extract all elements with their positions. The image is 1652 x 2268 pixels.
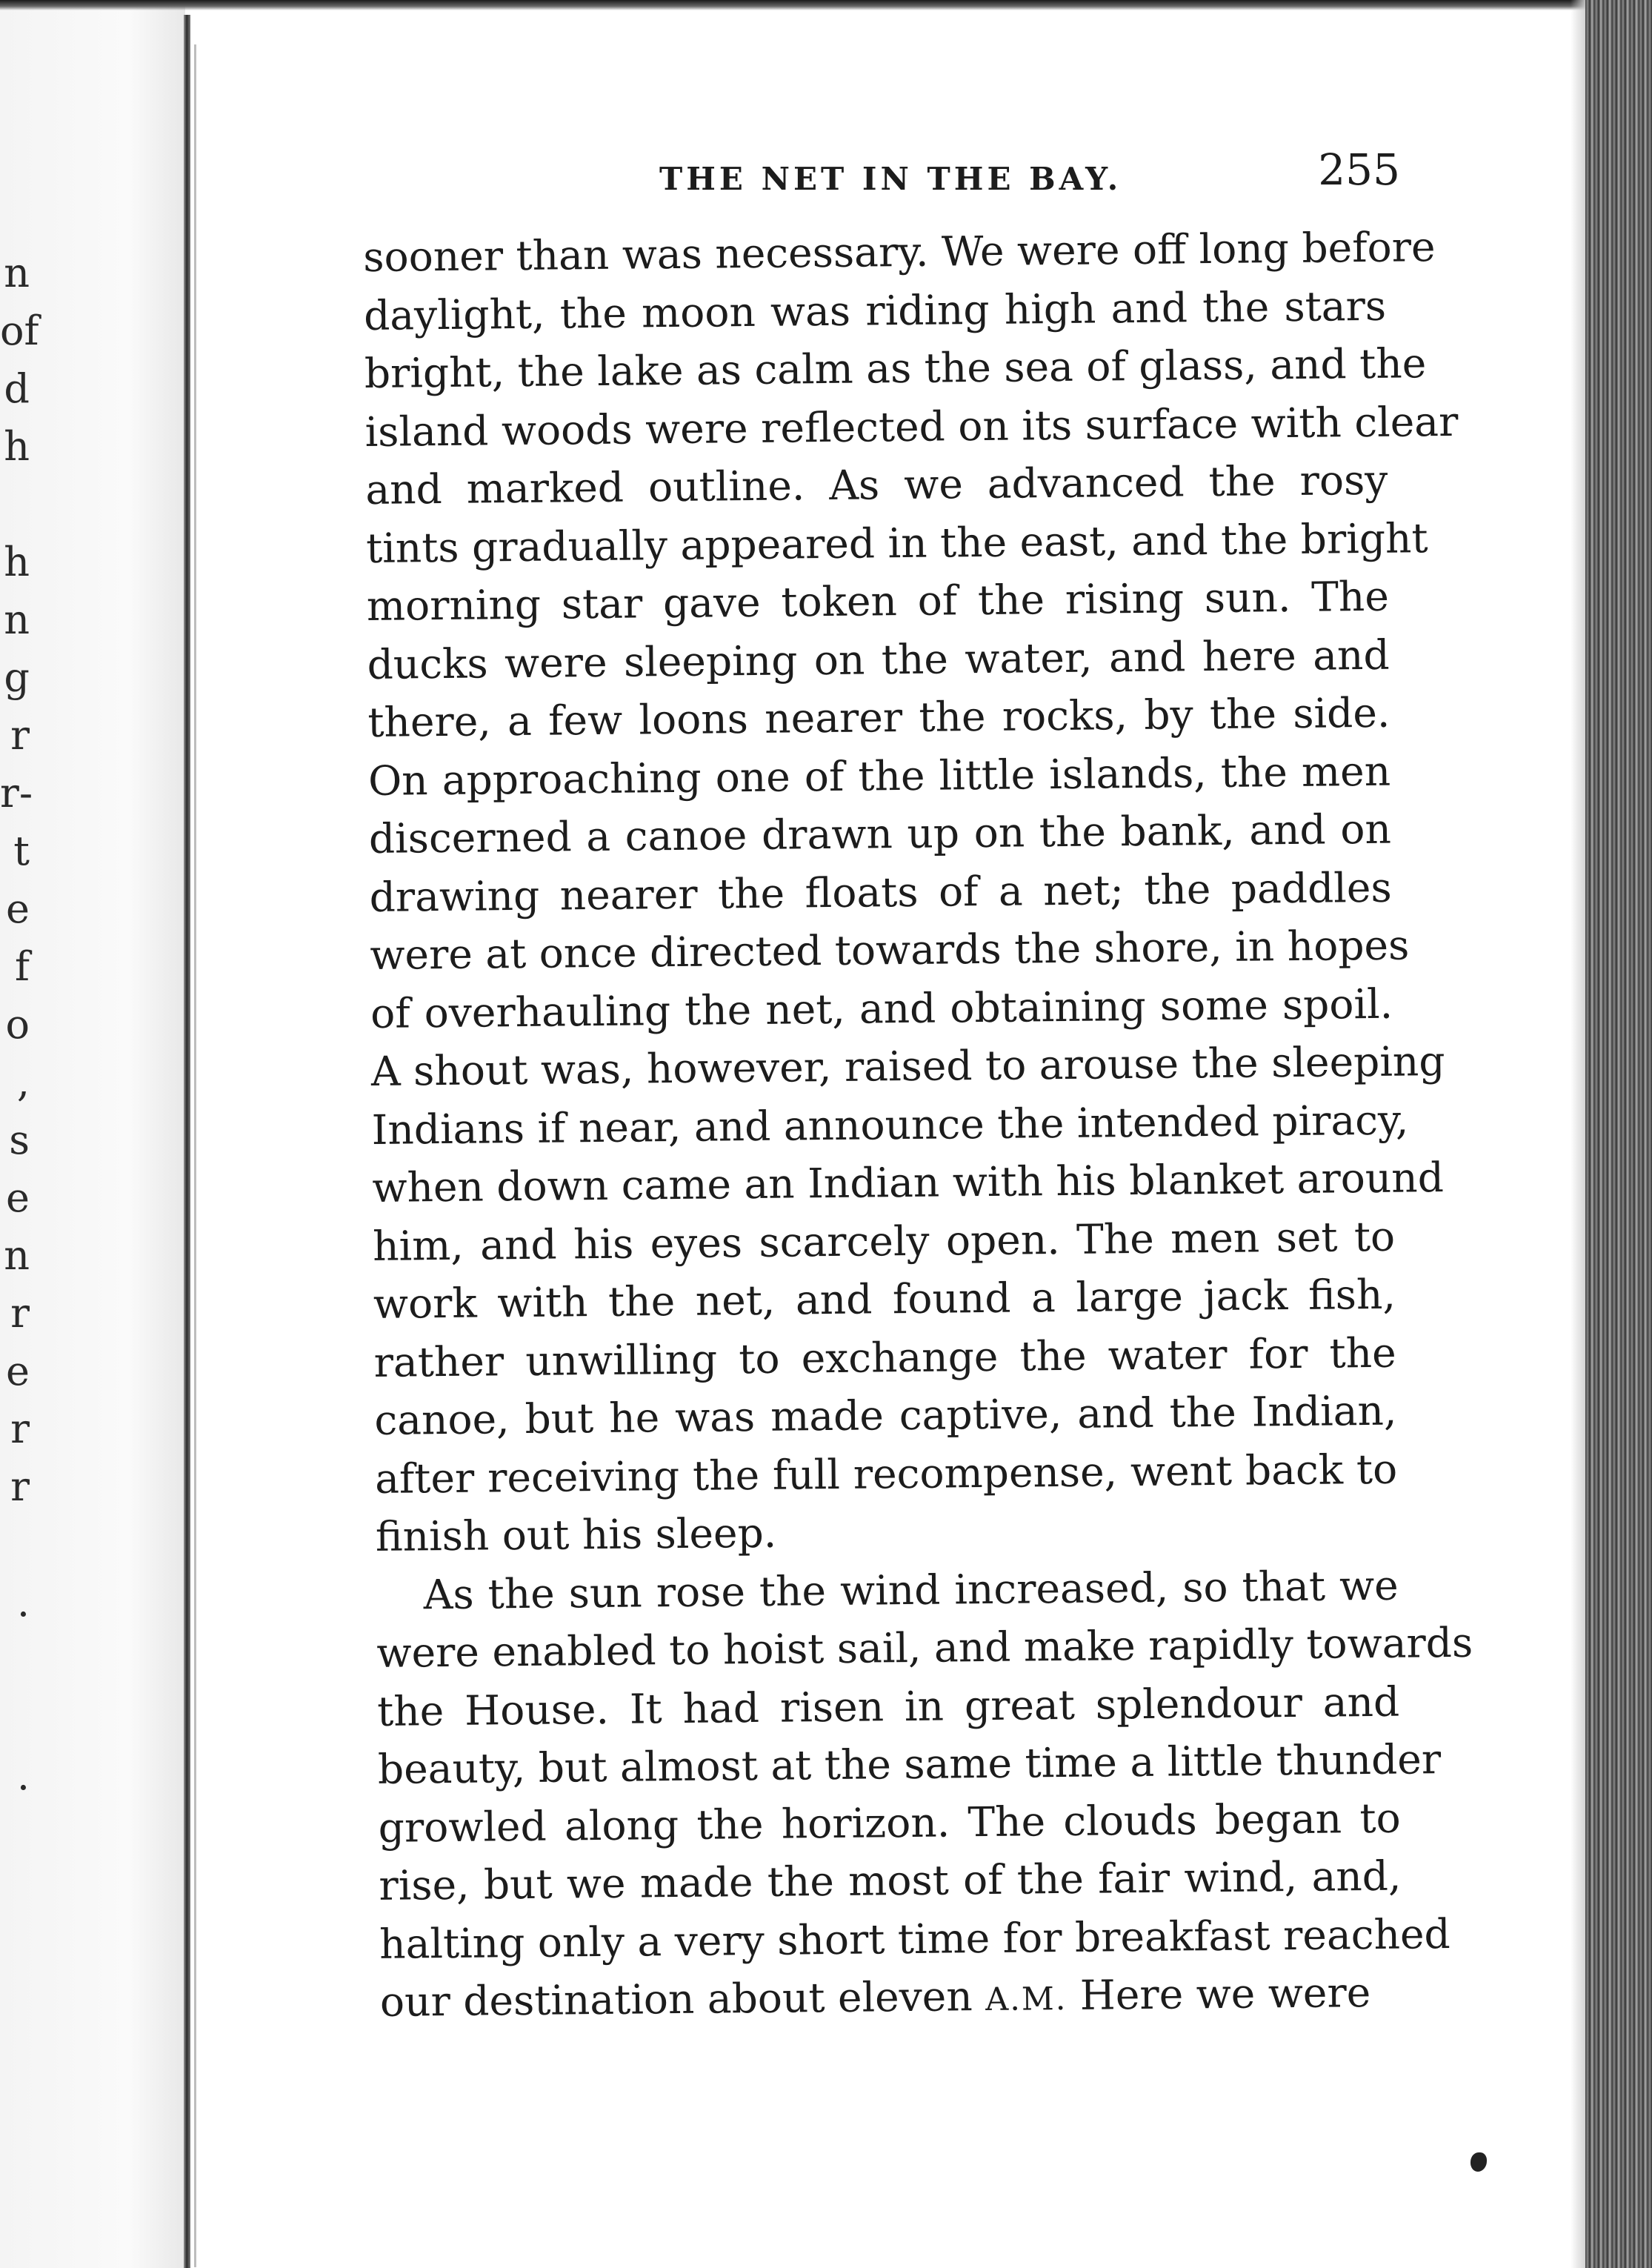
text-line: our destination about eleven A.M. Here we were bbox=[379, 1969, 1371, 2026]
margin-fragment: o bbox=[5, 1001, 30, 1048]
margin-fragment: d bbox=[4, 365, 30, 412]
page-edge-shadow bbox=[1571, 0, 1587, 2268]
margin-fragment: f bbox=[15, 943, 30, 990]
text-line: work with the net, and found a large jack fish, bbox=[373, 1270, 1396, 1328]
page-number: 255 bbox=[1318, 144, 1400, 195]
text-line: rise, but we made the most of the fair wind, and, bbox=[379, 1852, 1402, 1909]
text-line: sooner than was necessary. We were off long before bbox=[363, 223, 1436, 281]
margin-fragment: . bbox=[16, 1579, 30, 1626]
paragraph-1 bbox=[363, 219, 1459, 1566]
text-line: and marked outline. As we advanced the rosy bbox=[365, 456, 1388, 513]
margin-fragment: r bbox=[10, 1406, 30, 1452]
margin-fragment bbox=[0, 1632, 52, 1689]
ink-speck bbox=[1471, 2152, 1487, 2172]
text-line: were enabled to hoist sail, and make rapidly towards bbox=[376, 1618, 1473, 1677]
running-title: THE NET IN THE BAY. bbox=[659, 161, 1122, 197]
margin-fragment: r bbox=[10, 1290, 30, 1337]
text-line: tints gradually appeared in the east, and the bright bbox=[365, 513, 1428, 572]
text-line: ducks were sleeping on the water, and here and bbox=[367, 631, 1390, 688]
time-abbreviation: A.M. bbox=[985, 1980, 1068, 2019]
text-line: bright, the lake as calm as the sea of glass, and the bbox=[364, 339, 1427, 397]
body-text bbox=[363, 219, 1473, 2032]
margin-fragment: s bbox=[9, 1117, 30, 1163]
margin-fragment: r bbox=[10, 712, 30, 759]
margin-fragment: n bbox=[4, 250, 30, 296]
margin-fragment: e bbox=[6, 1348, 30, 1394]
margin-fragment: e bbox=[6, 885, 30, 932]
paragraph-2 bbox=[376, 1556, 1473, 2031]
text-line: beauty, but almost at the same time a little thunder bbox=[377, 1735, 1442, 1793]
margin-fragment: , bbox=[16, 1059, 30, 1105]
margin-fragment bbox=[0, 1516, 52, 1574]
text-line: rather unwilling to exchange the water for the bbox=[373, 1328, 1396, 1386]
book-page-edges bbox=[1585, 0, 1652, 2268]
text-line: after receiving the full recompense, went back to bbox=[374, 1445, 1398, 1503]
text-line: Indians if near, and announce the intended piracy, bbox=[371, 1096, 1409, 1154]
scan-top-shadow bbox=[0, 0, 1652, 10]
text-line: growled along the horizon. The clouds began to bbox=[378, 1794, 1401, 1852]
margin-fragment: n bbox=[4, 1232, 30, 1279]
book-gutter-shadow bbox=[194, 44, 196, 2267]
text-line: when down came an Indian with his blanket around bbox=[372, 1154, 1445, 1211]
text-line: island woods were reflected on its surface with clear bbox=[364, 397, 1459, 456]
text-line: were at once directed towards the shore, in hopes bbox=[370, 921, 1410, 979]
text-line: On approaching one of the little islands, the men bbox=[367, 747, 1391, 805]
margin-fragment bbox=[0, 1689, 52, 1747]
text-line: daylight, the moon was riding high and the stars bbox=[363, 282, 1387, 339]
text-line: finish out his sleep. bbox=[375, 1509, 777, 1560]
text-line: discerned a canoe drawn up on the bank, and on bbox=[368, 805, 1392, 862]
margin-fragment: e bbox=[6, 1174, 30, 1221]
margin-fragment: n bbox=[4, 596, 30, 643]
text-line: drawing nearer the floats of a net; the paddles bbox=[369, 863, 1392, 921]
margin-fragment: h bbox=[4, 423, 30, 470]
margin-fragment: of bbox=[0, 307, 39, 354]
text-line: halting only a very short time for breakfast reached bbox=[379, 1909, 1451, 1968]
text-line: the House. It had risen in great splendour and bbox=[376, 1677, 1400, 1735]
margin-fragment: r bbox=[10, 1463, 30, 1510]
book-gutter bbox=[184, 15, 190, 2268]
margin-fragment: r- bbox=[0, 770, 33, 817]
running-head bbox=[370, 144, 1400, 211]
text-line: him, and his eyes scarcely open. The men set to bbox=[372, 1212, 1396, 1270]
text-line: As the sun rose the wind increased, so that we bbox=[423, 1561, 1399, 1618]
text-line: morning star gave token of the rising sun. The bbox=[366, 572, 1390, 630]
text-line: canoe, but he was made captive, and the Indian, bbox=[374, 1386, 1397, 1444]
margin-fragment: . bbox=[16, 1752, 30, 1799]
margin-fragment bbox=[0, 476, 52, 533]
margin-fragment: h bbox=[4, 539, 30, 585]
facing-page-text-fragments bbox=[0, 245, 52, 1805]
margin-fragment: g bbox=[4, 654, 30, 701]
text-line: A shout was, however, raised to arouse the sleeping bbox=[370, 1037, 1445, 1095]
text-line: of overhauling the net, and obtaining some spoil. bbox=[370, 980, 1393, 1037]
margin-fragment: t bbox=[13, 828, 30, 874]
text-line: there, a few loons nearer the rocks, by the side. bbox=[367, 688, 1390, 746]
